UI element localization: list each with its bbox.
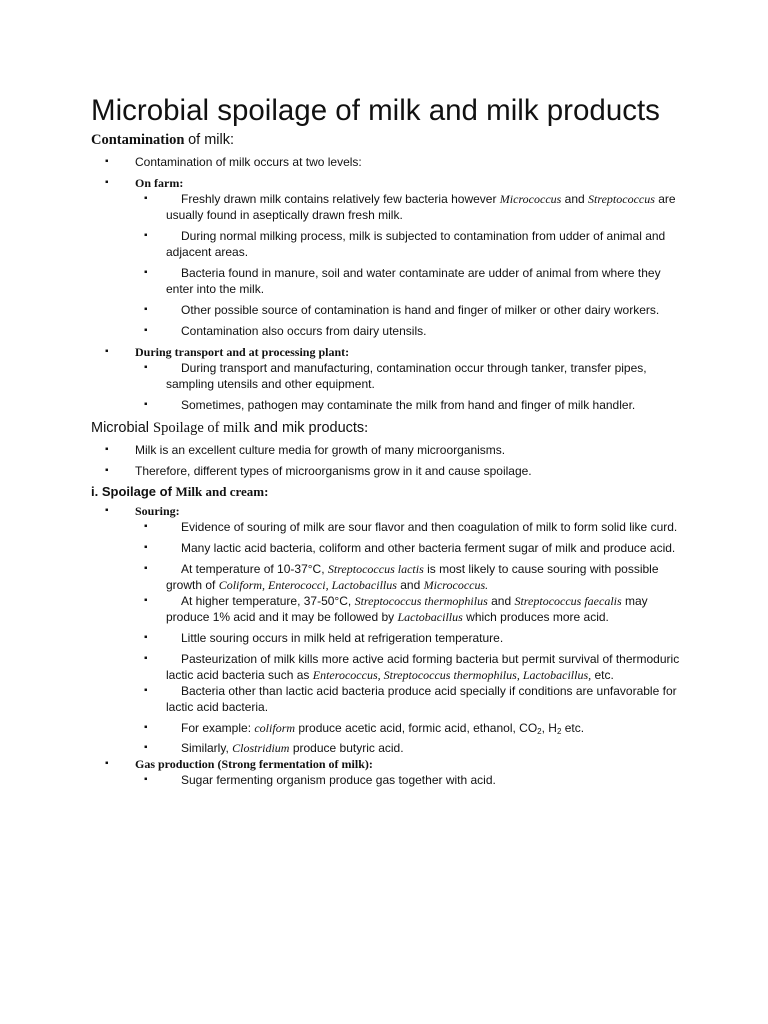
list-item-on-farm: ▪ On farm: <box>105 176 184 190</box>
bullet-icon: ▪ <box>105 505 109 516</box>
spoilage-heading: Microbial Spoilage of milk and mik products: <box>91 420 369 436</box>
list-item: ▪ For example: coliform produce acetic acid, formic acid, ethanol, $CO_2$, $H_2$ etc. <box>144 721 585 736</box>
list-item: ▪ During transport and manufacturing, contamination occur through tanker, transfer pipes, sampling utensils and other equipment. <box>144 361 647 391</box>
document-title: Microbial spoilage of milk and milk products <box>91 94 660 127</box>
bullet-icon: ▪ <box>144 542 148 553</box>
bullet-icon: ▪ <box>144 362 148 373</box>
list-item: ▪ Therefore, different types of microorganisms grow in it and cause spoilage. <box>105 464 532 478</box>
cream-heading: i. Spoilage of Milk and cream: <box>91 484 269 499</box>
list-item: ▪ Evidence of souring of milk are sour flavor and then coagulation of milk to form solid like curd. <box>144 520 678 534</box>
list-item: ▪ Pasteurization of milk kills more active acid forming bacteria but permit survival of thermoduric lactic acid bacteria such as Enterococcus, Streptococcus thermophilus, Lactobacillus, etc. <box>144 652 680 682</box>
bullet-icon: ▪ <box>144 193 148 204</box>
bullet-icon: ▪ <box>105 465 109 476</box>
bullet-icon: ▪ <box>144 722 148 733</box>
bullet-icon: ▪ <box>144 653 148 664</box>
bullet-icon: ▪ <box>105 346 109 357</box>
list-item: ▪ Freshly drawn milk contains relatively few bacteria however Micrococcus and Streptococcus are usually found in aseptically drawn fresh milk. <box>144 192 676 222</box>
list-item-gas-production: ▪ Gas production (Strong fermentation of milk): <box>105 757 373 771</box>
list-item: ▪ At higher temperature, 37-50°C, Streptococcus thermophilus and Streptococcus faecalis may produce 1% acid and it may be followed by Lactobacillus which produces more acid. <box>144 594 648 624</box>
list-item: ▪ Contamination also occurs from dairy utensils. <box>144 324 427 338</box>
list-item: ▪ At temperature of 10-37°C, Streptococcus lactis is most likely to cause souring with possible growth of Coliform, Enterococci, Lactobacillus and Micrococcus. <box>144 562 659 592</box>
list-item: ▪ Many lactic acid bacteria, coliform and other bacteria ferment sugar of milk and produce acid. <box>144 541 676 555</box>
contamination-heading: Contamination of milk: <box>91 132 235 148</box>
bullet-icon: ▪ <box>144 595 148 606</box>
bullet-icon: ▪ <box>144 399 148 410</box>
bullet-icon: ▪ <box>144 267 148 278</box>
list-item: ▪ Other possible source of contamination is hand and finger of milker or other dairy workers. <box>144 303 660 317</box>
list-item-transport: ▪ During transport and at processing plant: <box>105 345 350 359</box>
list-item: ▪ Contamination of milk occurs at two levels: <box>105 155 362 169</box>
list-item: ▪ Bacteria other than lactic acid bacteria produce acid specially if conditions are unfavorable for lactic acid bacteria. <box>144 684 677 714</box>
list-item: ▪ Sometimes, pathogen may contaminate the milk from hand and finger of milk handler. <box>144 398 636 412</box>
bullet-icon: ▪ <box>144 521 148 532</box>
list-item-souring: ▪ Souring: <box>105 504 180 518</box>
bullet-icon: ▪ <box>144 774 148 785</box>
list-item: ▪ Milk is an excellent culture media for growth of many microorganisms. <box>105 443 506 457</box>
bullet-icon: ▪ <box>144 685 148 696</box>
bullet-icon: ▪ <box>144 230 148 241</box>
bullet-icon: ▪ <box>105 758 109 769</box>
bullet-icon: ▪ <box>105 444 109 455</box>
list-item: ▪ Similarly, Clostridium produce butyric acid. <box>144 741 404 755</box>
list-item: ▪ Sugar fermenting organism produce gas together with acid. <box>144 773 496 787</box>
bullet-icon: ▪ <box>144 325 148 336</box>
bullet-icon: ▪ <box>144 632 148 643</box>
document-page <box>91 94 681 788</box>
list-item: ▪ During normal milking process, milk is subjected to contamination from udder of animal and adjacent areas. <box>144 229 666 259</box>
bullet-icon: ▪ <box>105 156 109 167</box>
bullet-icon: ▪ <box>105 177 109 188</box>
list-item: ▪ Little souring occurs in milk held at refrigeration temperature. <box>144 631 504 645</box>
bullet-icon: ▪ <box>144 563 148 574</box>
list-item: ▪ Bacteria found in manure, soil and water contaminate are udder of animal from where they enter into the milk. <box>144 266 661 296</box>
bullet-icon: ▪ <box>144 742 148 753</box>
bullet-icon: ▪ <box>144 304 148 315</box>
